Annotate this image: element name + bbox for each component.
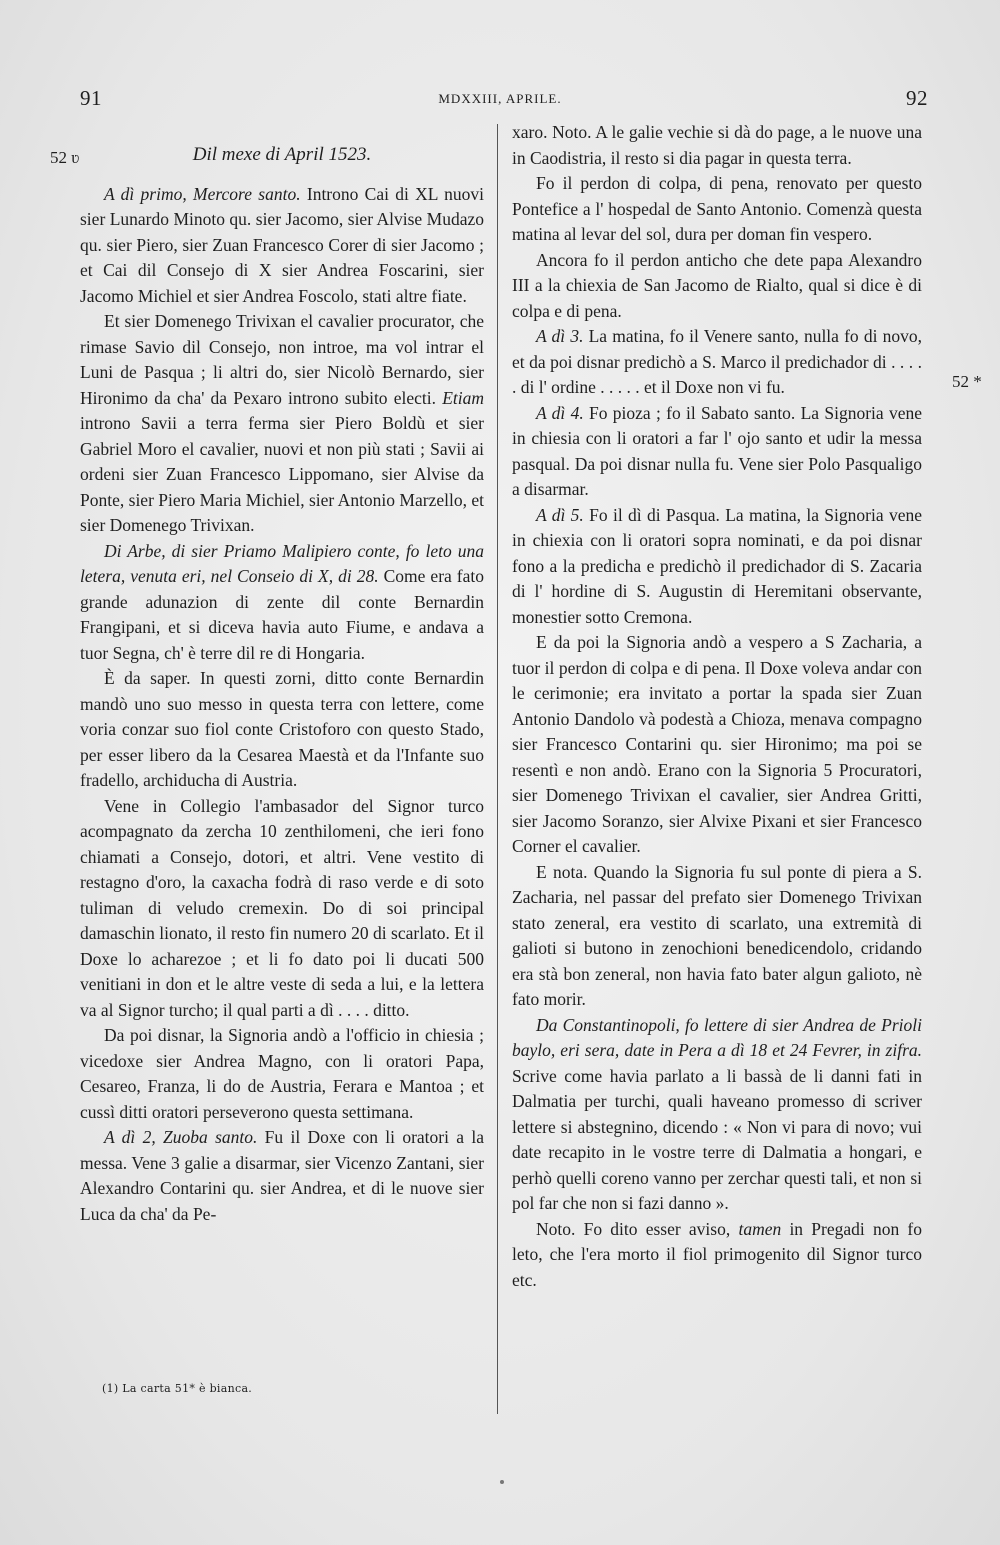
paragraph: E da poi la Signoria andò a vespero a S Zacharia, a tuor il perdon di colpa e di pena. Il Doxe voleva andar con le cerimonie; era invitato a portar la spada sier Zuan Antonio Dandolo và podestà a Chioza, menava compagno sier Francesco Contarini qu. sier Hironimo; ma poi se resentì e non andò. Erano con la Signoria 5 Procuratori, sier Domenego Trivixan el cavalier, sier Andrea Gritti, sier Jacomo Soranzo, sier Alvixe Pixani et sier Francesco Corner el cavalier. [512, 632, 922, 856]
paragraph-text: Introno Cai di XL nuovi sier Lunardo Minoto qu. sier Jacomo, sier Alvise Mudazo qu. sier Piero, sier Zuan Francesco Corer di sier Jacomo ; et Cai dil Consejo di X sier Andrea Foscarini, sier Jacomo Michiel et sier Andrea Foscolo, stati altre fiate. [80, 183, 484, 306]
section-heading: Dil mexe di April 1523. [192, 144, 372, 165]
column-divider [497, 124, 498, 1414]
footnote: (1) La carta 51* è bianca. [102, 1382, 253, 1395]
right-margin-folio-note: 52 * [952, 372, 982, 391]
paragraph: Vene in Collegio l'ambasador del Signor turco acompagnato da zercha 10 zenthilomeni, che ieri fono chiamati a Consejo, dotori, et altri. Vene vestito di restagno d'oro, la caxacha fodrà di raso verde e di soto tuliman di veludo cremexin. Do di soi principal damaschin lionato, il resto fin numero 20 di scarlato. Et il Doxe lo acharezoe ; et li fo dato poi li ducati 500 venitiani in don et le altre veste di seda a lui, e la lettera va al Signor turcho; il qual parti a dì . . . . ditto. [80, 795, 484, 1020]
entry-date: A dì primo, Mercore santo. [104, 183, 301, 204]
paragraph-text: La matina, fo il Venere santo, nulla fo di novo, et da poi disnar predichò a S. Marco il predichador di . . . . . di l' ordine . . . . . et il Doxe non vi fu. [512, 326, 922, 397]
right-text-column [512, 120, 922, 1293]
paragraph-text: Fo pioza ; fo il Sabato santo. La Signoria vene in chiesia con li oratori a far l' ojo santo et udir la messa pasqual. Da poi disnar nulla fu. Vene sier Polo Pasqualigo a disarmar. [512, 402, 922, 499]
entry-date: A dì 5. [536, 504, 584, 525]
paragraph: xaro. Noto. A le galie vechie si dà do page, a le nuove una in Caodistria, il resto si dia pagar in questa terra. [512, 122, 922, 168]
paragraph [80, 1125, 484, 1227]
italic-word: Etiam [442, 387, 484, 408]
paragraph: E nota. Quando la Signoria fu sul ponte di piera a S. Zacharia, nel passar del prefato sier Domenego Trivixan stato zeneral, era vestito di scarlato, una extremità di galioti si butono in zenochioni benedicendolo, cridando era stà bon zeneral, non havia fato bater algun galioto, nè fato morir. [512, 861, 922, 1009]
right-page-number: 92 [906, 86, 928, 110]
paragraph: È da saper. In questi zorni, ditto conte Bernardin mandò uno suo messo in questa terra con lettere, come voria conzar suo fiol conte Cristoforo con questo Stado, per esser libero da la Cesarea Maestà et da l'Infante suo fradello, archiducha di Austria. [80, 668, 484, 790]
paragraph-text: Fo il dì di Pasqua. La matina, la Signoria vene in chiexia con li oratori sopra nominati, e da poi disnar fono a la predicha e predichò il predichador di S. Zacaria di l' hordine di S. Augustin di Heremitani observante, monestier sotto Cremona. [512, 504, 922, 627]
left-text-column [80, 120, 484, 1227]
paragraph [80, 182, 484, 310]
paragraph [80, 309, 484, 539]
paragraph [512, 1013, 922, 1217]
paragraph-text: in Pregadi non fo leto, che l'era morto il fiol primogenito dil Signor turco etc. [512, 1218, 922, 1290]
paragraph-text: Fu il Doxe con li oratori a la messa. Vene 3 galie a disarmar, sier Vicenzo Zantani, sier Alexandro Contarini qu. sier Andrea, et di le nuove sier Luca da cha' da Pe- [80, 1127, 484, 1224]
paragraph [512, 401, 922, 503]
paragraph-text: Noto. Fo dito esser aviso, [536, 1218, 739, 1239]
paragraph: Fo il perdon di colpa, di pena, renovato per questo Pontefice a l' hospedal de Santo Antonio. Comenzà questa matina al levar del sol, dura per doman fin vespero. [512, 173, 922, 244]
entry-date: A dì 4. [536, 402, 584, 423]
paragraph [80, 539, 484, 667]
running-title: MDXXIII, APRILE. [438, 91, 562, 106]
paragraph-text: Scrive come havia parlato a li bassà de li danni fati in Dalmatia per turchi, quali haveano promesso di scriver lettere si abstegnino, dicendo : « Non vi para di novo; vui date recapito in le vostre terre di Dalmatia a hongari, e perhò quelli coreno vanno per zerchar questi tali, et non si pol far che non si fazi danno ». [512, 1065, 922, 1213]
paragraph-text: Et sier Domenego Trivixan el cavalier procurator, che rimase Savio dil Consejo, non introe, ma vol intrar el Luni de Pasqua ; li altri do, sier Nicolò Bernardo, sier Hironimo da cha' da Pexaro introno subito electi. [80, 311, 484, 408]
left-page-number: 91 [80, 86, 102, 110]
italic-source: Da Constantinopoli, fo lettere di sier Andrea de Prioli baylo, eri sera, date in Pera a dì 18 et 24 Fevrer, in zifra. [512, 1014, 922, 1060]
paragraph [512, 503, 922, 631]
paragraph [512, 1217, 922, 1294]
print-mark [500, 1480, 504, 1484]
paragraph: Ancora fo il perdon anticho che dete papa Alexandro III a la chiexia de San Jacomo de Rialto, qual si dice è di colpa e di pena. [512, 249, 922, 321]
italic-word: tamen [738, 1218, 782, 1239]
paragraph-text: Come era fato grande adunazion di zente dil conte Bernardin Frangipani, et si diceva havia auto Fiume, e andava a tuor Segna, ch' è terre dil re di Hongaria. [80, 566, 484, 663]
paragraph-text: introno Savii a terra ferma sier Piero Boldù et sier Gabriel Moro el cavalier, nuovi et non più stati ; Savii ai ordeni sier Zuan Francesco Lippomano, sier Alvise da Ponte, sier Piero Maria Michiel, sier Antonio Marzello, et sier Domenego Trivixan. [80, 413, 484, 535]
italic-source: Di Arbe, di sier Priamo Malipiero conte, fo leto una letera, venuta eri, nel Conseio di X, di 28. [80, 540, 484, 586]
paragraph [512, 324, 922, 401]
entry-date: A dì 2, Zuoba santo. [104, 1127, 258, 1147]
left-margin-folio-note: 52 ʋ [50, 148, 80, 167]
entry-date: A dì 3. [536, 326, 584, 346]
paragraph: Da poi disnar, la Signoria andò a l'officio in chiesia ; vicedoxe sier Andrea Magno, con li oratori Papa, Cesareo, Franza, li do de Austria, Ferara e Mantoa ; et cussì ditti oratori perseverono questa settimana. [80, 1025, 484, 1122]
